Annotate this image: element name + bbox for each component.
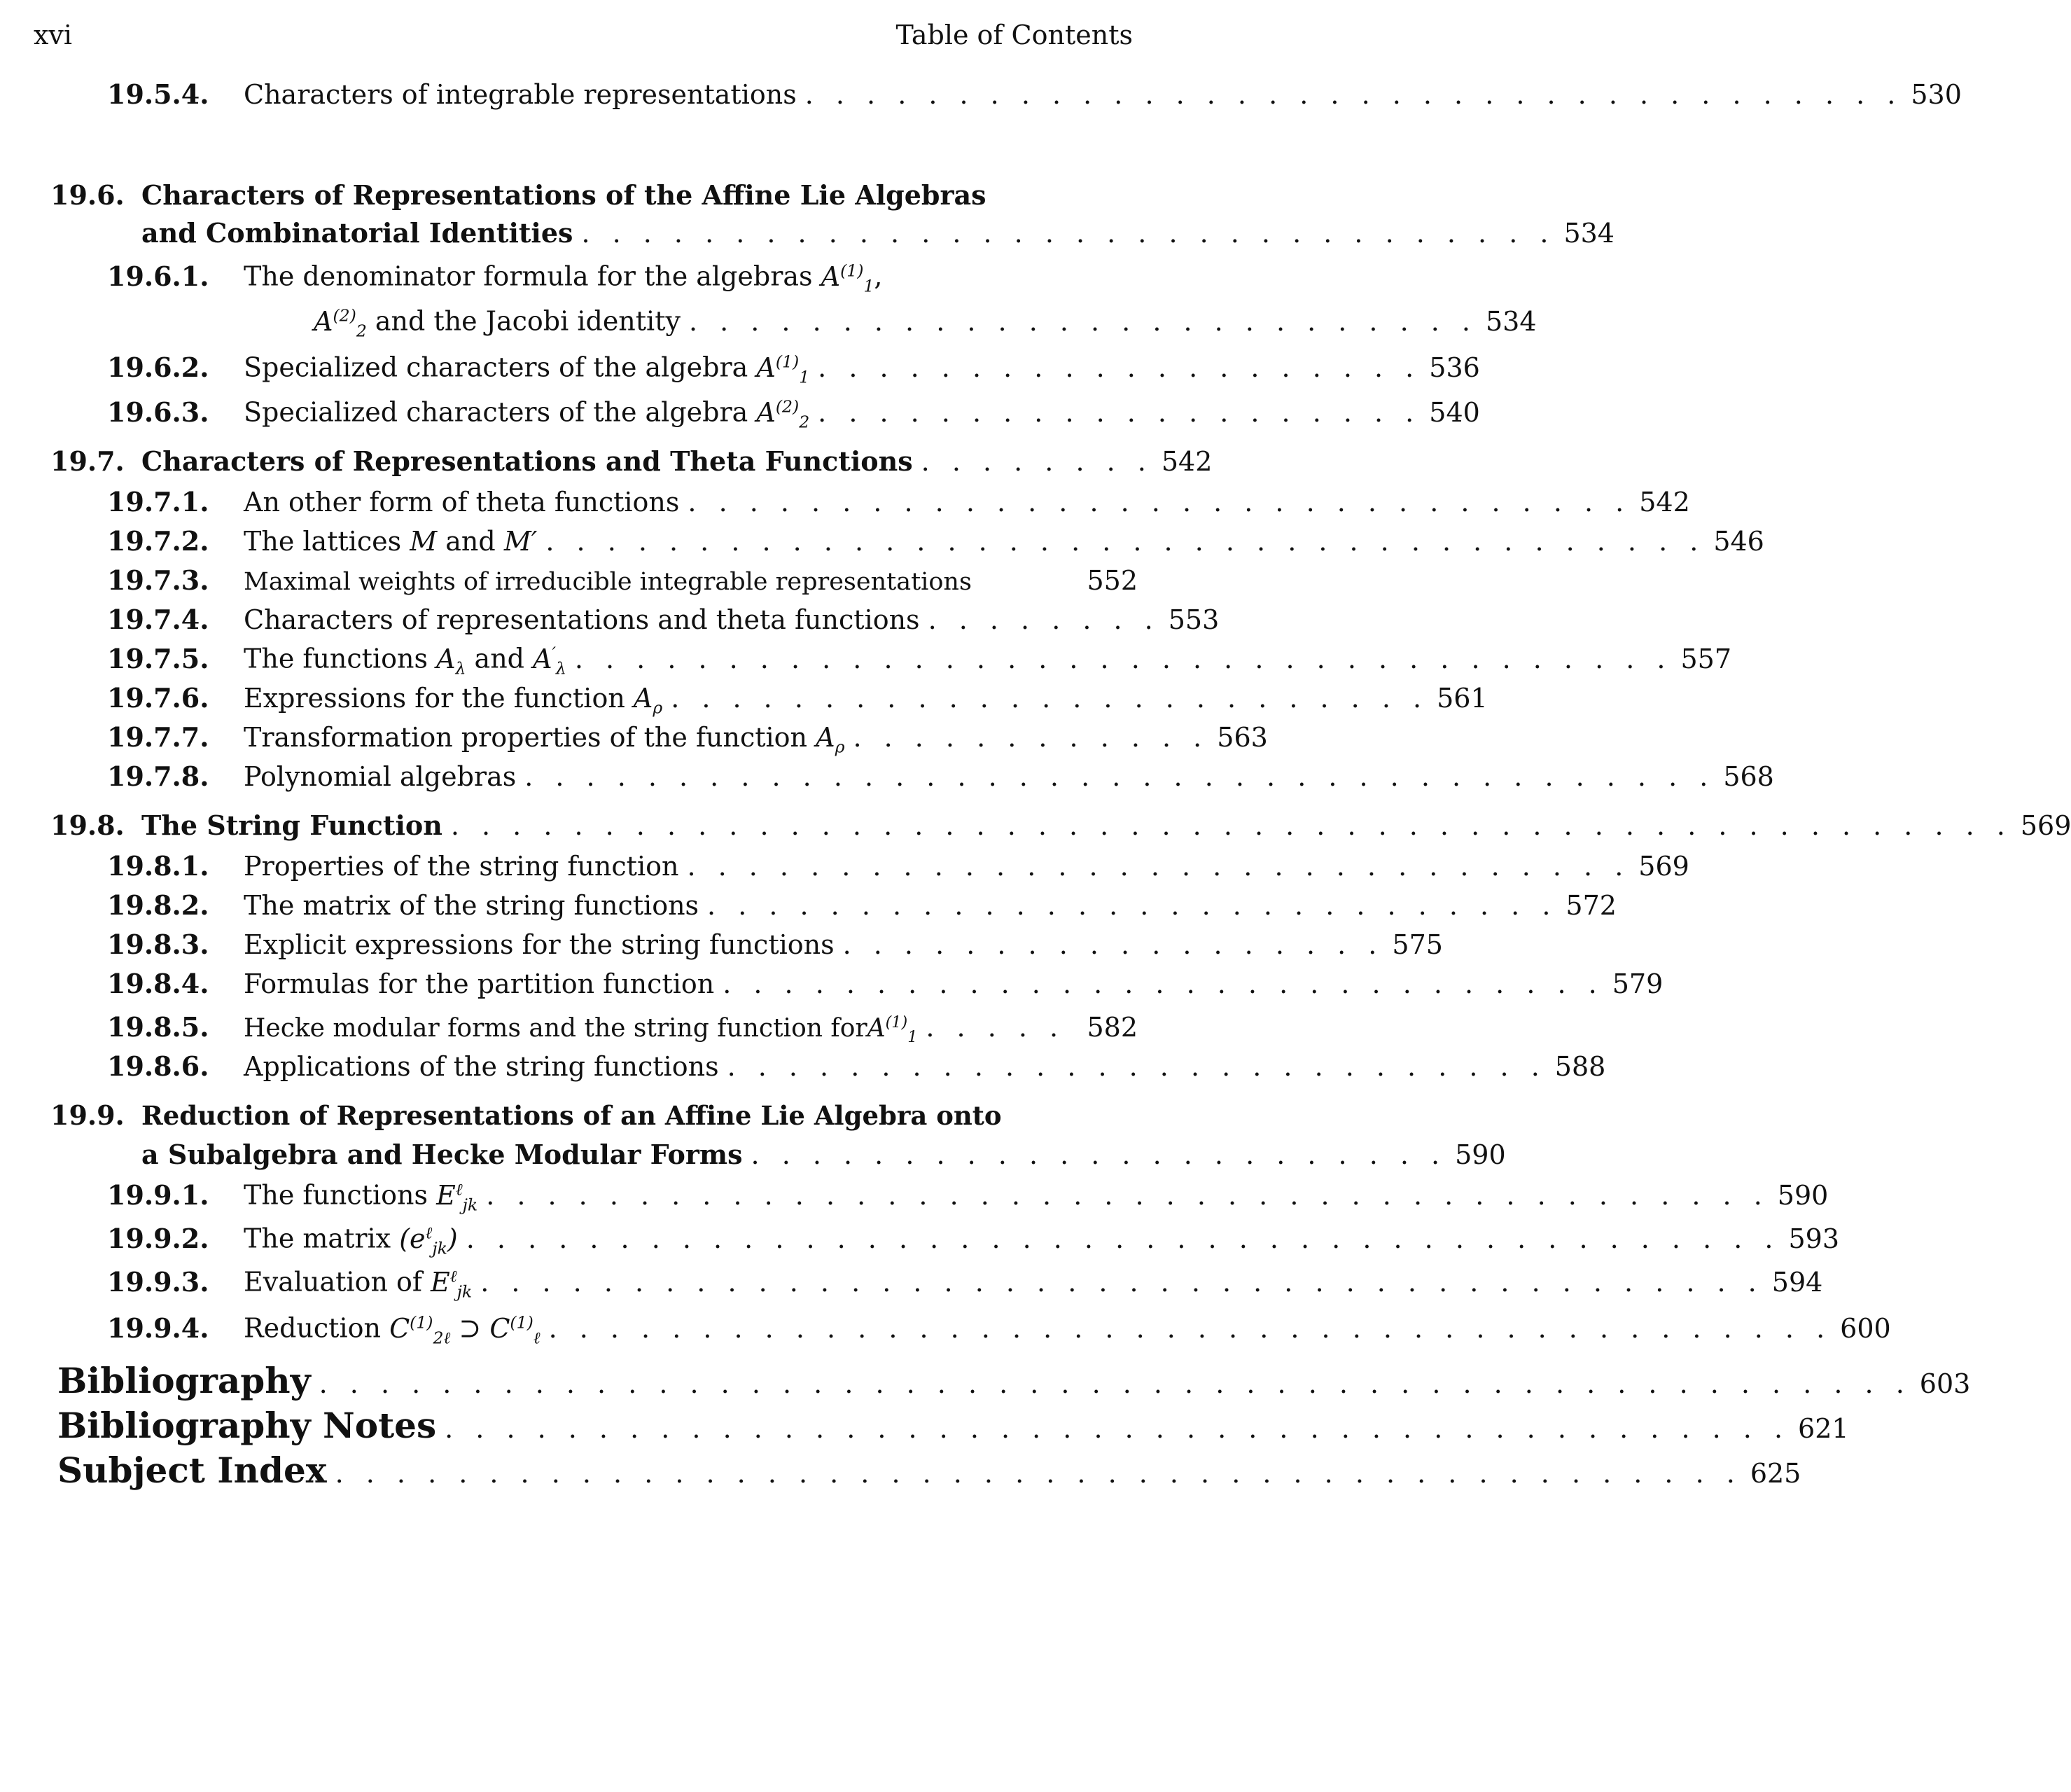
entry-number: 19.7.1. <box>107 486 209 518</box>
entry-number: 19.7.3. <box>107 564 209 596</box>
entry-page: 568 <box>1723 761 1774 792</box>
entry-title-text: The functions <box>244 644 428 674</box>
entry-number: 19.7.4. <box>107 604 209 635</box>
math-sup: (1) <box>510 1312 534 1333</box>
entry-title-text: Expressions for the function <box>244 683 625 714</box>
math-e-jk <box>436 1179 478 1215</box>
entry-title <box>244 352 809 387</box>
entry-title-text: The lattices <box>244 526 402 557</box>
math-c: C <box>489 1313 510 1344</box>
math-matrix-e <box>399 1223 458 1258</box>
toc-section[interactable] <box>50 179 1138 218</box>
entry-title: Applications of the string functions <box>244 1051 719 1082</box>
leader-dots: . . . . . . . . . . . . . . . . . . . . . . . . . . . . . . . . . . . . . . . <box>524 761 1715 792</box>
math-sup: (1) <box>410 1312 433 1333</box>
toc-entry[interactable] <box>107 682 1488 721</box>
leader-dots: . . . . . <box>926 1012 1066 1043</box>
toc-entry[interactable] <box>107 1266 1823 1305</box>
entry-page: 552 <box>1087 565 1138 596</box>
entry-title <box>244 1179 477 1214</box>
entry-page: 546 <box>1713 526 1764 557</box>
entry-title-line1 <box>244 261 883 296</box>
toc-entry[interactable] <box>107 968 1664 1007</box>
toc-entry[interactable] <box>107 261 1138 300</box>
math-m: M <box>410 526 438 557</box>
entry-title-text: The matrix <box>244 1223 391 1254</box>
toc-backmatter-bibliography[interactable] <box>57 1360 1971 1401</box>
leader-dots: . . . . . . . . . . . . . . . . . . . . . . . . . . . . . . . . . . . . . . . . . . . <box>466 1223 1780 1254</box>
algebra-a1-symbol <box>756 352 810 387</box>
math-sup: ℓ <box>449 1266 457 1286</box>
backmatter-page: 621 <box>1798 1413 1849 1444</box>
math-sub: jk <box>432 1238 447 1258</box>
entry-title: An other form of theta functions <box>244 487 680 518</box>
leader-dots: . . . . . . . . . . . . . . . . . . . . . . . . . . <box>688 305 1477 337</box>
toc-entry[interactable] <box>107 721 1268 760</box>
math-a-lambda <box>436 644 466 679</box>
math-e: E <box>436 1180 456 1211</box>
leader-dots: . . . . . . . . . . . . . . . . . . . . . . . . . . . . . . . . <box>581 218 1556 249</box>
entry-title-text: Specialized characters of the algebra <box>244 397 748 428</box>
entry-page: 593 <box>1788 1223 1840 1254</box>
section-page: 569 <box>2020 810 2071 841</box>
entry-title <box>244 722 844 757</box>
math-sup: (2) <box>775 396 800 417</box>
math-lparen: ( <box>399 1223 410 1254</box>
leader-dots: . . . . . . . . . . . . . . . . . . . . . . . . . . . . . . . . . . . . <box>804 79 1903 110</box>
leader-dots: . . . . . . . . . . . . . . . . . . . . . . . . . . . . . . . <box>687 851 1631 882</box>
math-m-prime: M′ <box>503 526 538 557</box>
leader-dots: . . . . . . . . . . . . . . . . . . . . . . . . . . . . . . . . . . . . . . . . . . <box>480 1267 1764 1298</box>
entry-number: 19.8.6. <box>107 1050 209 1082</box>
math-e: E <box>431 1267 450 1298</box>
section-title: Characters of Representations and Theta Functions <box>141 445 913 477</box>
section-number: 19.8. <box>50 810 125 841</box>
math-sub: 1 <box>907 1028 918 1047</box>
entry-title-text: and the Jacobi identity <box>375 305 681 337</box>
entry-page: 563 <box>1217 722 1268 753</box>
toc-section-cont[interactable] <box>141 1139 1506 1178</box>
toc-entry[interactable] <box>107 643 1732 682</box>
toc-section[interactable] <box>50 810 2071 849</box>
entry-number: 19.6.1. <box>107 261 209 292</box>
entry-page: 530 <box>1911 79 1962 110</box>
section-page: 590 <box>1455 1139 1506 1170</box>
entry-number: 19.7.8. <box>107 760 209 792</box>
toc-entry[interactable] <box>107 78 1962 118</box>
math-c-2l <box>389 1312 451 1348</box>
backmatter-title: Bibliography Notes <box>57 1405 437 1446</box>
entry-number: 19.9.4. <box>107 1312 209 1344</box>
toc-entry[interactable] <box>107 760 1774 800</box>
math-a-prime-lambda <box>533 643 566 679</box>
math-sup: ℓ <box>425 1223 433 1243</box>
math-e-lower: e <box>410 1223 426 1254</box>
entry-number: 19.9.2. <box>107 1223 209 1254</box>
math-sup: ℓ <box>455 1179 463 1200</box>
math-sub: 2ℓ <box>433 1328 451 1348</box>
entry-title-text: Reduction <box>244 1313 381 1344</box>
leader-dots: . . . . . . . . . . . . . . . . . . . . . . . . . . . . . . . . . . . . . . . . . . <box>486 1180 1769 1211</box>
entry-number: 19.7.7. <box>107 721 209 753</box>
leader-dots: . . . . . . . . . . . . . . . . . . . . <box>818 352 1421 383</box>
section-number: 19.6. <box>50 179 125 211</box>
page-number: xvi <box>34 20 73 50</box>
entry-title-text: The denominator formula for the algebras <box>244 261 813 292</box>
toc-section[interactable] <box>50 445 1213 485</box>
math-sub: 1 <box>863 276 874 296</box>
entry-number: 19.8.5. <box>107 1011 209 1043</box>
toc-entry[interactable] <box>107 564 1138 604</box>
math-sub: λ <box>455 658 466 679</box>
toc-section[interactable] <box>50 1099 1138 1139</box>
entry-title: Characters of integrable representations <box>244 79 797 110</box>
entry-title-text: Transformation properties of the function <box>244 722 808 753</box>
leader-dots: . . . . . . . . . . . . . . . . . . . . . . . . . . . . . . . . . . . . . . . . . . <box>548 1313 1832 1344</box>
math-a: A <box>436 644 456 674</box>
leader-dots: . . . . . . . . . . . . . . . . . . . . . . . . . . . . . . . . . . . . . . . . . . . . . . <box>335 1458 1742 1489</box>
toc-section-cont[interactable] <box>141 217 1615 256</box>
section-title-line2: a Subalgebra and Hecke Modular Forms <box>141 1139 743 1170</box>
section-title-line2: and Combinatorial Identities <box>141 217 573 249</box>
math-a: A <box>816 722 835 753</box>
math-a-rho <box>816 722 845 757</box>
leader-dots: . . . . . . . . . . . . . . . . . . . . . . . . . <box>671 683 1429 714</box>
leader-dots: . . . . . . . . <box>921 446 1153 477</box>
section-number: 19.7. <box>50 445 125 477</box>
math-a-rho <box>633 683 663 718</box>
section-title: The String Function <box>141 810 442 841</box>
entry-number: 19.8.4. <box>107 968 209 999</box>
toc-entry[interactable] <box>107 1223 1840 1262</box>
math-and: and <box>445 526 496 557</box>
math-a: A <box>867 1014 886 1043</box>
entry-page: 582 <box>1087 1012 1138 1043</box>
math-sub: ℓ <box>533 1328 541 1348</box>
leader-dots: . . . . . . . . . . . . . . . . . . . . . . . . . . . . . . . <box>688 487 1631 518</box>
entry-page: 575 <box>1392 929 1443 960</box>
leader-dots: . . . . . . . . . . . . . . . . . . . . . . . . . . . . . . . . . . . . . . . . . . . . <box>445 1413 1790 1444</box>
entry-number: 19.6.2. <box>107 352 209 383</box>
section-title-line1: Reduction of Representations of an Affine Lie Algebra onto <box>141 1100 1002 1131</box>
leader-dots: . . . . . . . . . . . . . . . . . . . . . . . . . . . . . . . . . . . . . . <box>545 526 1706 557</box>
math-and: and <box>474 644 525 674</box>
toc-entry[interactable] <box>107 850 1689 889</box>
math-sup: (1) <box>885 1013 908 1032</box>
algebra-a2-symbol <box>314 305 367 341</box>
toc-entry[interactable] <box>107 525 1764 564</box>
entry-title <box>244 1013 917 1046</box>
entry-title: Maximal weights of irreducible integrable representations <box>244 568 972 596</box>
entry-page: 553 <box>1168 604 1220 635</box>
entry-title: Formulas for the partition function <box>244 968 715 999</box>
math-sup: ′ <box>552 643 556 663</box>
math-a: A <box>821 261 841 292</box>
math-a: A <box>756 397 776 428</box>
math-sub: 2 <box>356 321 367 341</box>
math-sup: (2) <box>333 305 356 325</box>
leader-dots: . . . . . . . . . . . . . . . . . . . . <box>818 397 1421 428</box>
leader-dots: . . . . . . . . . . . . . . . . . . . . . . . . . . . <box>727 1051 1547 1082</box>
entry-title-text: Hecke modular forms and the string function for <box>244 1014 867 1043</box>
math-sup: (1) <box>775 352 800 372</box>
toc-backmatter-bibliography-notes[interactable] <box>57 1405 1849 1446</box>
section-page: 534 <box>1563 218 1615 249</box>
toc-entry[interactable] <box>107 604 1220 643</box>
toc-entry[interactable] <box>107 352 1480 391</box>
leader-dots: . . . . . . . . . . . . <box>853 722 1209 753</box>
math-sub: jk <box>462 1195 478 1215</box>
entry-title: The matrix of the string functions <box>244 890 699 921</box>
entry-number: 19.9.3. <box>107 1266 209 1298</box>
section-title-line1: Characters of Representations of the Affine Lie Algebras <box>141 179 986 211</box>
entry-title-text: Evaluation of <box>244 1267 422 1298</box>
section-number: 19.9. <box>50 1099 125 1131</box>
leader-dots: . . . . . . . . <box>928 604 1160 635</box>
entry-number: 19.7.5. <box>107 643 209 674</box>
math-c-l <box>489 1312 541 1348</box>
math-c: C <box>389 1313 410 1344</box>
math-sub: jk <box>456 1282 473 1302</box>
entry-page: 588 <box>1554 1051 1606 1082</box>
toc-entry[interactable] <box>107 1050 1606 1090</box>
toc-entry[interactable] <box>107 396 1480 436</box>
math-a: A <box>533 644 552 674</box>
leader-dots: . . . . . . . . . . . . . . . . . . . . . . . . . . . . . . . . . . . . . . . . . . . . . . . . . . . . <box>319 1368 1911 1399</box>
entry-page: 534 <box>1486 305 1537 337</box>
entry-title <box>244 396 809 431</box>
backmatter-title: Subject Index <box>57 1450 327 1491</box>
entry-page: 579 <box>1612 968 1664 999</box>
algebra-a2-symbol <box>756 396 810 432</box>
entry-title-line2 <box>314 305 681 340</box>
toc-entry[interactable] <box>107 929 1443 968</box>
leader-dots: . . . . . . . . . . . . . . . . . . . . . . . . . . . . <box>707 890 1558 921</box>
leader-dots: . . . . . . . . . . . . . . . . . . . . . . . . . . . . . . . . . . . . <box>574 644 1673 674</box>
math-sub: 1 <box>799 367 810 387</box>
algebra-a1-symbol <box>867 1013 918 1047</box>
entry-page: 561 <box>1437 683 1488 714</box>
math-a: A <box>756 352 776 383</box>
entry-number: 19.6.3. <box>107 396 209 428</box>
entry-title <box>244 643 566 678</box>
math-comma: , <box>874 261 883 292</box>
running-head: Table of Contents <box>895 20 1133 50</box>
backmatter-page: 603 <box>1919 1368 1971 1399</box>
toc-entry[interactable] <box>107 889 1617 929</box>
leader-dots: . . . . . . . . . . . . . . . . . . . . . . . <box>751 1139 1447 1170</box>
leader-dots: . . . . . . . . . . . . . . . . . . . . . . . . . . . . . . . . . . . . . . . . . . . . . . . . . . . <box>450 810 2012 841</box>
leader-dots: . . . . . . . . . . . . . . . . . . . . . . . . . . . . . <box>723 968 1604 999</box>
entry-number: 19.5.4. <box>107 78 209 110</box>
entry-title <box>244 1266 472 1301</box>
entry-number: 19.8.3. <box>107 929 209 960</box>
entry-title <box>244 1312 541 1348</box>
entry-page: 594 <box>1771 1267 1823 1298</box>
section-page: 542 <box>1161 446 1213 477</box>
entry-title <box>244 1223 458 1258</box>
toc-entry[interactable] <box>107 486 1690 525</box>
toc-entry[interactable] <box>107 1011 1138 1050</box>
entry-title: Characters of representations and theta functions <box>244 604 920 635</box>
math-sub: λ <box>555 658 566 679</box>
toc-entry[interactable] <box>107 1312 1891 1352</box>
entry-page: 536 <box>1429 352 1480 383</box>
entry-title <box>244 526 537 557</box>
toc-entry[interactable] <box>107 1179 1829 1218</box>
math-sup: (1) <box>840 261 864 281</box>
entry-title-text: The functions <box>244 1180 428 1211</box>
algebra-a1-symbol <box>821 261 874 296</box>
entry-page: 542 <box>1639 487 1690 518</box>
entry-title: Explicit expressions for the string functions <box>244 929 835 960</box>
entry-number: 19.8.2. <box>107 889 209 921</box>
math-sub: ρ <box>835 737 845 757</box>
math-a: A <box>314 305 333 337</box>
toc-entry-cont[interactable] <box>314 305 1537 345</box>
entry-page: 590 <box>1777 1180 1829 1211</box>
backmatter-page: 625 <box>1750 1458 1801 1489</box>
entry-title-text: Specialized characters of the algebra <box>244 352 748 383</box>
entry-page: 540 <box>1429 397 1480 428</box>
entry-title <box>244 683 662 718</box>
entry-number: 19.9.1. <box>107 1179 209 1211</box>
math-sub: ρ <box>653 697 663 718</box>
math-rparen: ) <box>447 1223 458 1254</box>
math-a: A <box>633 683 653 714</box>
math-sub: 2 <box>799 412 810 432</box>
math-e-jk <box>431 1266 473 1302</box>
entry-page: 572 <box>1566 890 1617 921</box>
math-supset: ⊃ <box>459 1313 482 1344</box>
backmatter-title: Bibliography <box>57 1360 311 1401</box>
leader-dots: . . . . . . . . . . . . . . . . . . <box>842 929 1384 960</box>
entry-page: 557 <box>1680 644 1732 674</box>
entry-title: Polynomial algebras <box>244 761 517 792</box>
entry-number: 19.7.2. <box>107 525 209 557</box>
entry-page: 600 <box>1840 1313 1891 1344</box>
entry-number: 19.7.6. <box>107 682 209 714</box>
entry-title: Properties of the string function <box>244 851 679 882</box>
toc-backmatter-subject-index[interactable] <box>57 1450 1801 1491</box>
entry-page: 569 <box>1638 851 1689 882</box>
entry-number: 19.8.1. <box>107 850 209 882</box>
